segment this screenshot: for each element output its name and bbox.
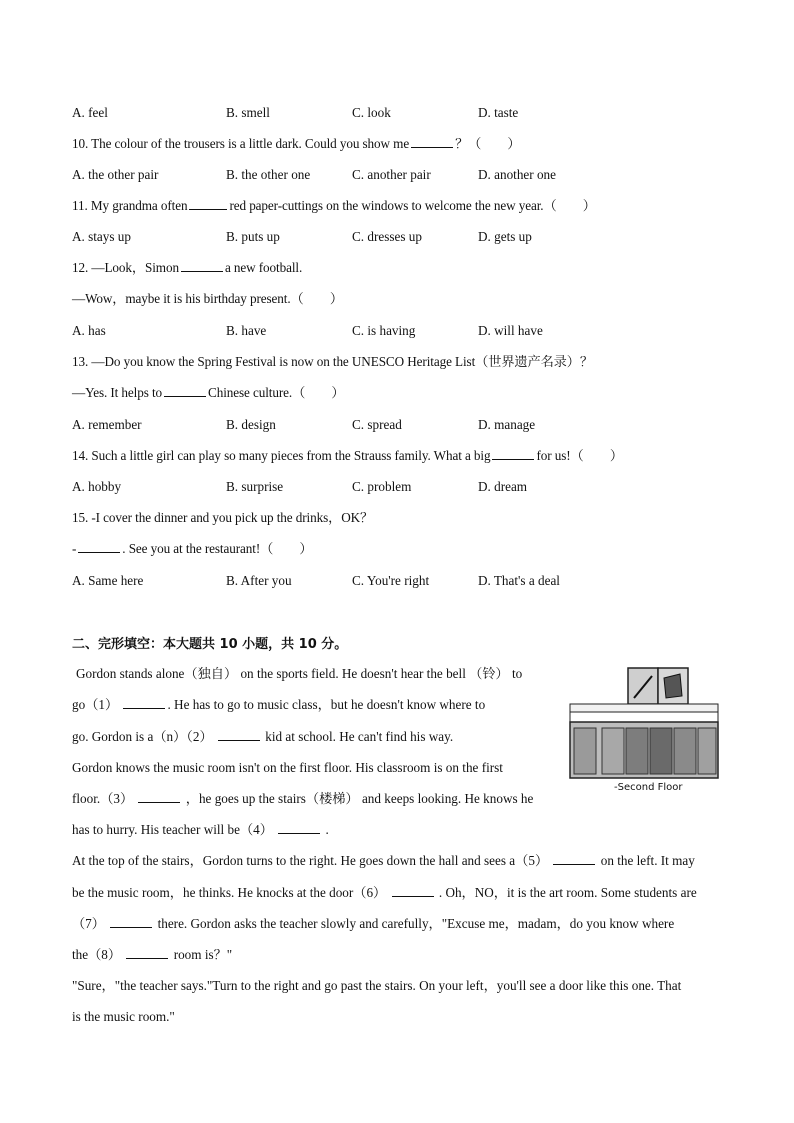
floor-plan-image	[568, 666, 720, 798]
passage-line: floor.（3） ，he goes up the stairs（楼梯） and keeps looking. He knows he	[72, 791, 534, 806]
q9-option-b[interactable]: B. smell	[226, 105, 270, 120]
passage-line: go. Gordon is a（n）（2） kid at school. He can't find his way.	[72, 729, 454, 744]
q15-stem-line1: 15. -I cover the dinner and you pick up the drinks，OK？	[72, 510, 374, 525]
q11-option-a[interactable]: A. stays up	[72, 229, 131, 244]
q13-option-b[interactable]: B. design	[226, 417, 276, 432]
q11-option-b[interactable]: B. puts up	[226, 229, 280, 244]
q14-option-b[interactable]: B. surprise	[226, 479, 284, 494]
passage-blank-1[interactable]	[123, 696, 165, 709]
passage-line: At the top of the stairs，Gordon turns to the right. He goes down the hall and sees a（5） on the left. It may	[72, 853, 695, 868]
q9-option-d[interactable]: D. taste	[478, 105, 519, 120]
passage-line: （7） there. Gordon asks the teacher slowly and carefully，"Excuse me，madam，do you know where	[72, 916, 675, 931]
answer-blank[interactable]	[78, 540, 120, 553]
q12-option-a[interactable]: A. has	[72, 323, 106, 338]
q13-stem-line1: 13. —Do you know the Spring Festival is now on the UNESCO Heritage List（世界遗产名录）？	[72, 354, 593, 369]
q12-option-d[interactable]: D. will have	[478, 323, 543, 338]
q10-option-a[interactable]: A. the other pair	[72, 167, 159, 182]
q12-stem-line2: —Wow，maybe it is his birthday present.（ ）	[72, 291, 343, 306]
passage-line: be the music room，he thinks. He knocks at the door（6） . Oh，NO，it is the art room. Some students are	[72, 885, 697, 900]
q12-option-c[interactable]: C. is having	[352, 323, 416, 338]
q13-stem-line2: —Yes. It helps to Chinese culture.（ ）	[72, 385, 345, 400]
q10-option-b[interactable]: B. the other one	[226, 167, 311, 182]
q14-option-a[interactable]: A. hobby	[72, 479, 122, 494]
passage-line: "Sure，"the teacher says."Turn to the right and go past the stairs. On your left，you'll see a door like this one. That	[72, 978, 682, 993]
q13-option-d[interactable]: D. manage	[478, 417, 536, 432]
answer-blank[interactable]	[181, 259, 223, 272]
q10-option-d[interactable]: D. another one	[478, 167, 556, 182]
q11-option-c[interactable]: C. dresses up	[352, 229, 422, 244]
q15-option-b[interactable]: B. After you	[226, 573, 292, 588]
q11-stem: 11. My grandma often red paper-cuttings on the windows to welcome the new year.（ ）	[72, 198, 596, 213]
passage-line: has to hurry. His teacher will be（4） .	[72, 822, 329, 837]
q9-option-a[interactable]: A. feel	[72, 105, 108, 120]
passage-blank-3[interactable]	[138, 790, 180, 803]
q13-option-a[interactable]: A. remember	[72, 417, 142, 432]
passage-blank-7[interactable]	[110, 915, 152, 928]
q9-option-c[interactable]: C. look	[352, 105, 391, 120]
q10-stem: 10. The colour of the trousers is a little dark. Could you show me ？（ ）	[72, 136, 521, 151]
q14-option-d[interactable]: D. dream	[478, 479, 528, 494]
passage-line: Gordon stands alone（独自） on the sports field. He doesn't hear the bell （铃） to	[76, 666, 523, 681]
q15-option-c[interactable]: C. You're right	[352, 573, 430, 588]
passage-line: is the music room."	[72, 1009, 175, 1024]
answer-blank[interactable]	[164, 384, 206, 397]
q15-stem-line2: - . See you at the restaurant!（ ）	[72, 541, 313, 556]
q11-option-d[interactable]: D. gets up	[478, 229, 532, 244]
q12-option-b[interactable]: B. have	[226, 323, 267, 338]
answer-blank[interactable]	[189, 197, 227, 210]
q15-option-a[interactable]: A. Same here	[72, 573, 144, 588]
passage-blank-8[interactable]	[126, 946, 168, 959]
passage-blank-6[interactable]	[392, 884, 434, 897]
passage-blank-2[interactable]	[218, 728, 260, 741]
figure-caption: -Second Floor	[614, 782, 683, 793]
answer-blank[interactable]	[492, 447, 534, 460]
passage-blank-4[interactable]	[278, 821, 320, 834]
passage-line: Gordon knows the music room isn't on the first floor. His classroom is on the first	[72, 760, 503, 775]
q15-option-d[interactable]: D. That's a deal	[478, 573, 560, 588]
section-heading: 二、完形填空：本大题共 10 小题，共 10 分。	[72, 637, 348, 652]
passage-blank-5[interactable]	[553, 852, 595, 865]
answer-blank[interactable]	[411, 135, 453, 148]
q10-option-c[interactable]: C. another pair	[352, 167, 431, 182]
passage-line: go（1） . He has to go to music class，but he doesn't know where to	[72, 697, 486, 712]
passage-line: the（8） room is？"	[72, 947, 233, 962]
q12-stem-line1: 12. —Look，Simon a new football.	[72, 260, 303, 275]
q14-stem: 14. Such a little girl can play so many pieces from the Strauss family. What a big for us!（ ）	[72, 448, 623, 463]
q13-option-c[interactable]: C. spread	[352, 417, 402, 432]
q14-option-c[interactable]: C. problem	[352, 479, 412, 494]
